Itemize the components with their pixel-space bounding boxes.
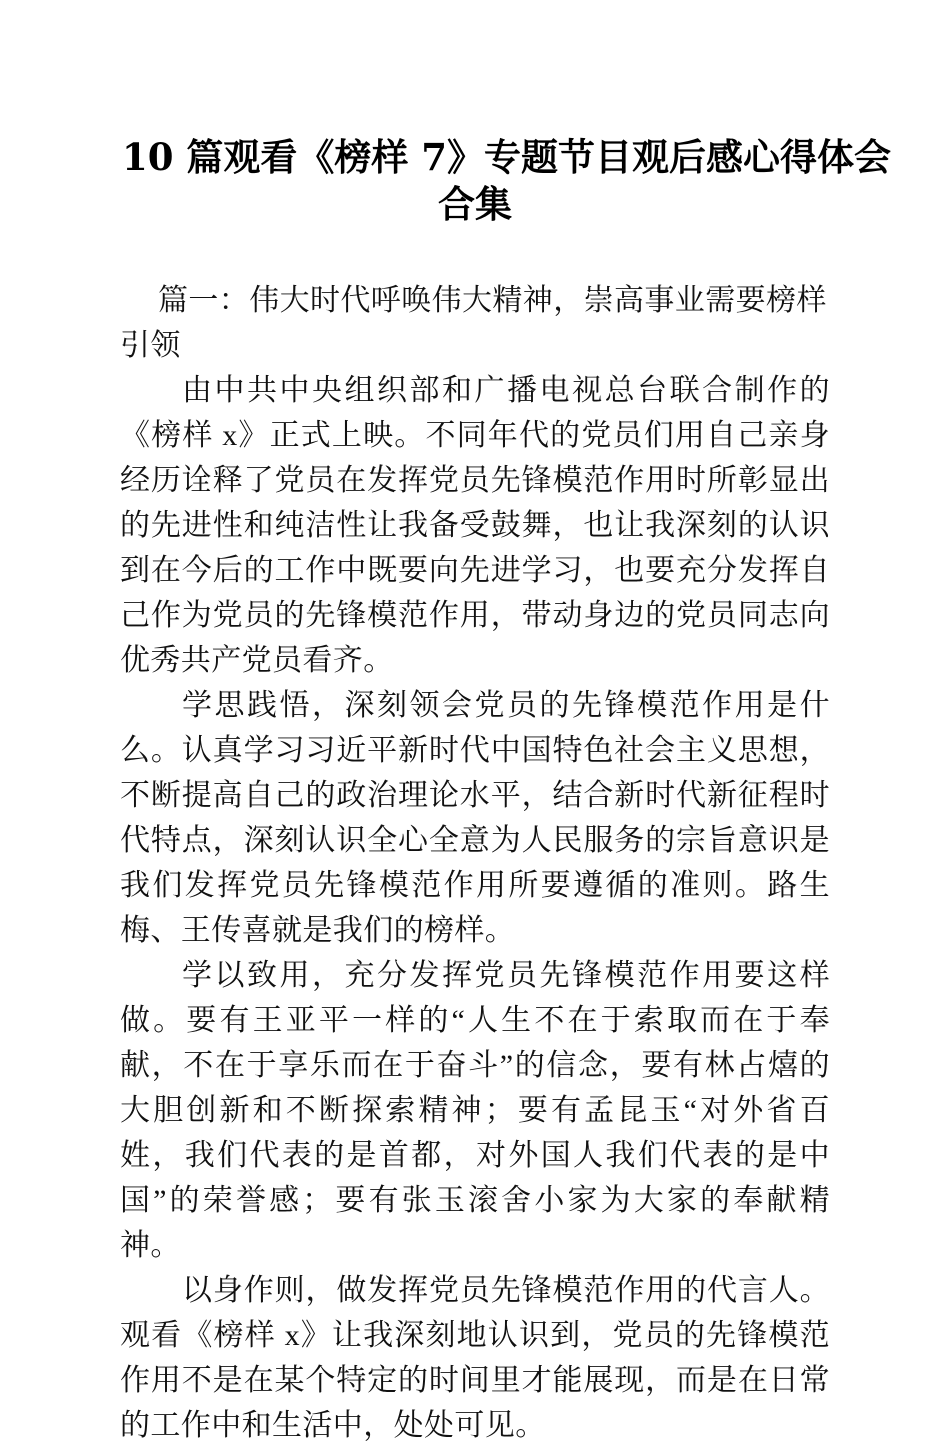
document-body <box>120 278 830 1448</box>
page-title-line-2: 合集 <box>438 182 512 226</box>
section-heading: 篇一：伟大时代呼唤伟大精神，崇高事业需要榜样引领 <box>120 284 827 362</box>
body-paragraph: 学思践悟，深刻领会党员的先锋模范作用是什么。认真学习习近平新时代中国特色社会主义思想，不断提高自己的政治理论水平，结合新时代新征程时代特点，深刻认识全心全意为人民服务的宗旨意识是我们发挥党员先锋模范作用所要遵循的准则。路生梅、王传喜就是我们的榜样。 <box>120 689 830 947</box>
body-paragraph: 以身作则，做发挥党员先锋模范作用的代言人。观看《榜样 x》让我深刻地认识到，党员的先锋模范作用不是在某个特定的时间里才能展现，而是在日常的工作中和生活中，处处可见。 <box>120 1274 830 1442</box>
body-paragraph: 学以致用，充分发挥党员先锋模范作用要这样做。要有王亚平一样的“人生不在于索取而在于奉献，不在于享乐而在于奋斗”的信念，要有林占熺的大胆创新和不断探索精神；要有孟昆玉“对外省百姓，我们代表的是首都，对外国人我们代表的是中国”的荣誉感；要有张玉滚舍小家为大家的奉献精神。 <box>120 959 830 1262</box>
page-title-line-1: 10 篇观看《榜样 7》专题节目观后感心得体会 <box>122 135 891 179</box>
page-title <box>122 134 891 228</box>
body-paragraph: 由中共中央组织部和广播电视总台联合制作的《榜样 x》正式上映。不同年代的党员们用自己亲身经历诠释了党员在发挥党员先锋模范作用时所彰显出的先进性和纯洁性让我备受鼓舞，也让我深刻的认识到在今后的工作中既要向先进学习，也要充分发挥自己作为党员的先锋模范作用，带动身边的党员同志向优秀共产党员看齐。 <box>120 374 830 677</box>
